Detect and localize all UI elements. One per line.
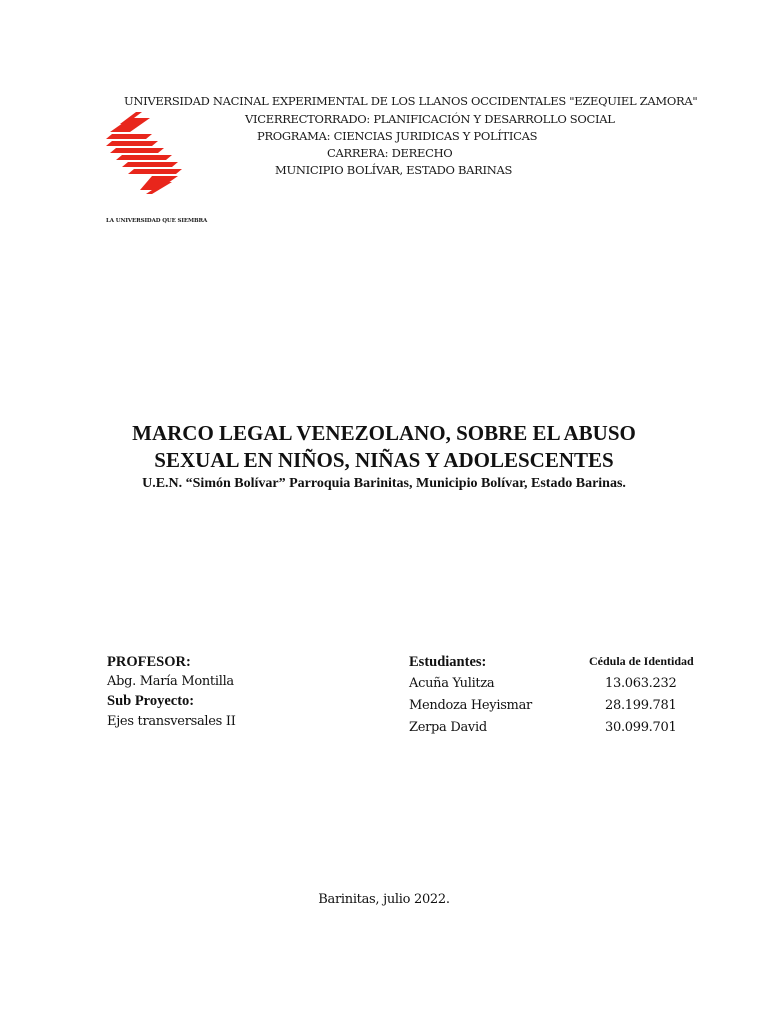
- student-name: Acuña Yulitza: [409, 676, 495, 691]
- header-municipio: MUNICIPIO BOLÍVAR, ESTADO BARINAS: [275, 163, 513, 177]
- subproyecto-label: Sub Proyecto:: [107, 693, 195, 709]
- student-name: Mendoza Heyismar: [409, 698, 532, 713]
- estudiantes-label: Estudiantes:: [409, 654, 487, 670]
- student-id: 13.063.232: [605, 676, 677, 691]
- profesor-label: PROFESOR:: [107, 654, 191, 670]
- header-university: UNIVERSIDAD NACINAL EXPERIMENTAL DE LOS LLANOS OCCIDENTALES "EZEQUIEL ZAMORA": [124, 94, 698, 108]
- document-subtitle: U.E.N. “Simón Bolívar” Parroquia Barinitas, Municipio Bolívar, Estado Barinas.: [142, 476, 626, 491]
- header-programa: PROGRAMA: CIENCIAS JURIDICAS Y POLÍTICAS: [257, 129, 538, 143]
- document-title-line-1: MARCO LEGAL VENEZOLANO, SOBRE EL ABUSO: [132, 421, 636, 445]
- profesor-name: Abg. María Montilla: [107, 674, 234, 689]
- cedula-label: Cédula de Identidad: [589, 654, 694, 668]
- header-vicerrectorado: VICERRECTORRADO: PLANIFICACIÓN Y DESARROLLO SOCIAL: [245, 112, 615, 126]
- student-id: 30.099.701: [605, 720, 677, 735]
- student-name: Zerpa David: [409, 720, 487, 735]
- place-date: Barinitas, julio 2022.: [318, 892, 450, 907]
- unellez-logo-icon: [106, 110, 182, 194]
- student-id: 28.199.781: [605, 698, 677, 713]
- subproyecto-value: Ejes transversales II: [107, 714, 236, 729]
- header-carrera: CARRERA: DERECHO: [327, 146, 453, 160]
- logo-tagline: LA UNIVERSIDAD QUE SIEMBRA: [106, 218, 208, 224]
- document-title-line-2: SEXUAL EN NIÑOS, NIÑAS Y ADOLESCENTES: [154, 448, 614, 472]
